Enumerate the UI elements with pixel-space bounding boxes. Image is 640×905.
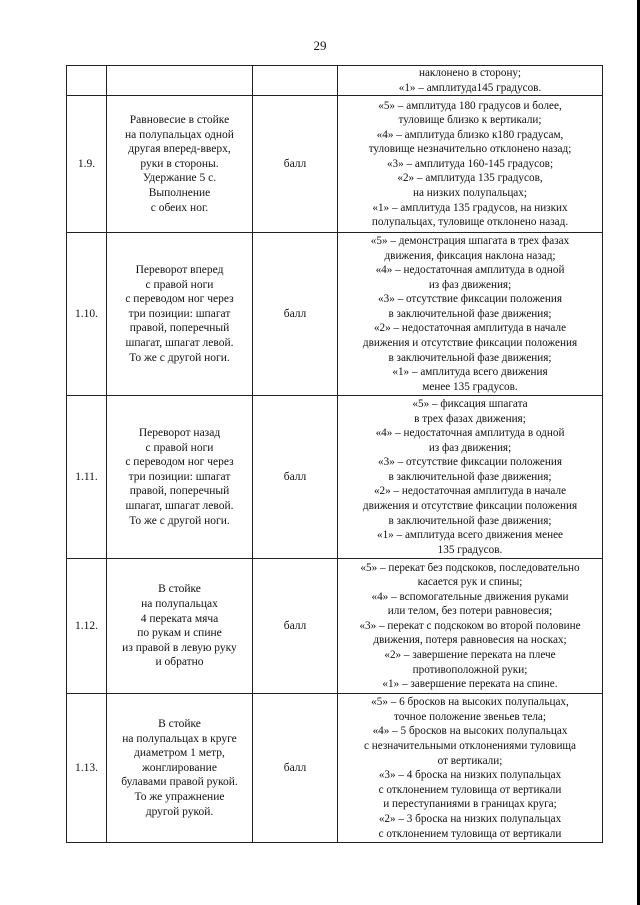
assessment-table xyxy=(66,65,603,843)
text-line: туловище близко к вертикали; xyxy=(398,114,542,127)
criteria-cell xyxy=(338,396,603,559)
text-line: 135 градусов. xyxy=(437,543,503,556)
text-line: на полупальцах одной xyxy=(125,128,234,141)
text-line: Равновесие в стойке xyxy=(129,114,230,127)
unit-cell: балл xyxy=(253,694,338,843)
text-line: в заключительной фазе движения; xyxy=(388,351,552,364)
exercise-description-cell xyxy=(107,559,253,694)
text-line: Выполнение xyxy=(148,187,211,200)
text-line: точное положение звеньев тела; xyxy=(393,710,546,723)
criteria-cell xyxy=(338,233,603,396)
text-line: на низких полупальцах; xyxy=(413,187,527,200)
text-line: три позиции: шпагат xyxy=(128,307,231,320)
text-line: с отклонением туловища от вертикали xyxy=(378,827,562,840)
text-line: от вертикали; xyxy=(437,754,503,767)
text-line: Переворот вперед xyxy=(135,264,224,277)
criteria-cell xyxy=(338,559,603,694)
text-line: туловище незначительно отклонено назад; xyxy=(368,143,572,156)
table-row xyxy=(67,559,603,694)
text-line: в заключительной фазе движения; xyxy=(388,514,552,527)
text-line: «5» – перекат без подскоков, последовательно xyxy=(360,561,580,574)
text-line: То же с другой ноги. xyxy=(129,514,230,527)
text-line: касается рук и спины; xyxy=(417,576,523,589)
text-line: с незначительными отклонениями туловища xyxy=(363,740,577,752)
text-line: шпагат, шпагат левой. xyxy=(125,337,234,350)
exercise-description-cell xyxy=(107,66,253,96)
exercise-number-cell: 1.9. xyxy=(67,96,107,233)
text-line: движения, потеря равновесия на носках; xyxy=(373,634,567,647)
exercise-number-cell: 1.13. xyxy=(67,694,107,843)
text-line: Удержание 5 с. xyxy=(142,172,217,185)
text-line: «4» – вспомогательные движения руками xyxy=(371,590,569,603)
text-line: «2» – недостаточная амплитуда в начале xyxy=(373,322,567,335)
text-line: движения, фиксация наклона назад; xyxy=(384,249,556,262)
text-line: «1» – завершение переката на спине. xyxy=(382,678,558,691)
text-line: на полупальцах в круге xyxy=(122,732,237,745)
text-line: и обратно xyxy=(155,656,204,669)
text-line: противоположной руки; xyxy=(412,663,528,676)
text-line: три позиции: шпагат xyxy=(128,470,231,483)
unit-cell xyxy=(253,66,338,96)
text-line: То же с другой ноги. xyxy=(129,351,230,364)
exercise-description-cell xyxy=(107,396,253,559)
text-line: с переводом ног через xyxy=(125,293,234,306)
text-line: по рукам и спине xyxy=(137,627,222,640)
text-line: наклонено в сторону; xyxy=(418,67,521,79)
text-line: из фаз движения; xyxy=(428,278,512,291)
text-line: «2» – завершение переката на плече xyxy=(384,649,556,662)
text-line: полупальцах, туловище отклонено назад. xyxy=(371,216,569,229)
text-line: «1» – амплитуда145 градусов. xyxy=(398,81,542,94)
text-line: «1» – амплитуда всего движения xyxy=(392,366,548,379)
text-line: «4» – амплитуда близко к180 градусам, xyxy=(376,128,564,141)
text-line: «2» – недостаточная амплитуда в начале xyxy=(373,485,567,498)
text-line: «3» – перекат с подскоком во второй половине xyxy=(359,619,581,632)
text-line: «5» – демонстрация шпагата в трех фазах xyxy=(370,234,570,247)
unit-cell: балл xyxy=(253,559,338,694)
exercise-number-cell: 1.11. xyxy=(67,396,107,559)
text-line: «3» – 4 броска на низких полупальцах xyxy=(378,769,562,782)
text-line: из фаз движения; xyxy=(428,441,512,454)
text-line: «5» – 6 бросков на высоких полупальцах, xyxy=(371,696,569,709)
criteria-cell xyxy=(338,66,603,96)
text-line: жонглирование xyxy=(142,761,217,774)
text-line: «3» – отсутствие фиксации положения xyxy=(378,456,562,469)
text-line: руки в стороны. xyxy=(140,157,219,170)
criteria-cell xyxy=(338,694,603,843)
text-line: другой рукой. xyxy=(145,805,214,818)
text-line: в заключительной фазе движения; xyxy=(388,470,552,483)
text-line: с обеих ног. xyxy=(150,201,209,214)
table-row xyxy=(67,96,603,233)
text-line: булавами правой рукой. xyxy=(121,776,238,789)
text-line: «3» – отсутствие фиксации положения xyxy=(378,293,562,306)
text-line: в трех фазах движения; xyxy=(414,412,526,425)
unit-cell: балл xyxy=(253,96,338,233)
text-line: «1» – амплитуда 135 градусов, на низких xyxy=(372,201,568,214)
text-line: с правой ноги xyxy=(145,441,214,454)
exercise-description-cell xyxy=(107,96,253,233)
text-line: или телом, без потери равновесия; xyxy=(387,605,553,618)
table-row xyxy=(67,233,603,396)
criteria-cell xyxy=(338,96,603,233)
text-line: «5» – амплитуда 180 градусов и более, xyxy=(378,99,562,112)
page-number: 29 xyxy=(313,38,327,53)
text-line: движения и отсутствие фиксации положения xyxy=(362,500,578,513)
text-line: правой, поперечный xyxy=(129,485,230,498)
text-line: «4» – недостаточная амплитуда в одной xyxy=(375,427,565,440)
exercise-number-cell: 1.10. xyxy=(67,233,107,396)
text-line: диаметром 1 метр, xyxy=(134,747,225,760)
table-row xyxy=(67,396,603,559)
text-line: «2» – амплитуда 135 градусов, xyxy=(397,172,543,185)
table-row xyxy=(67,66,603,96)
text-line: В стойке xyxy=(158,718,201,731)
text-line: То же упражнение xyxy=(134,791,225,804)
text-line: Переворот назад xyxy=(138,427,221,440)
text-line: в заключительной фазе движения; xyxy=(388,307,552,320)
exercise-description-cell xyxy=(107,694,253,843)
text-line: шпагат, шпагат левой. xyxy=(125,500,234,513)
text-line: менее 135 градусов. xyxy=(422,380,518,393)
text-line: В стойке xyxy=(158,583,201,596)
text-line: «1» – амплитуда всего движения менее xyxy=(376,529,564,542)
exercise-number-cell xyxy=(67,66,107,96)
text-line: «3» – амплитуда 160-145 градусов; xyxy=(386,157,554,170)
text-line: с отклонением туловища от вертикали xyxy=(378,783,562,796)
exercise-number-cell: 1.12. xyxy=(67,559,107,694)
unit-cell: балл xyxy=(253,233,338,396)
unit-cell: балл xyxy=(253,396,338,559)
text-line: из правой в левую руку xyxy=(122,641,237,654)
text-line: на полупальцах xyxy=(141,598,218,610)
text-line: другая вперед-вверх, xyxy=(128,143,231,156)
text-line: «5» – фиксация шпагата xyxy=(412,397,528,410)
exercise-description-cell xyxy=(107,233,253,396)
text-line: с правой ноги xyxy=(145,278,214,291)
text-line: 4 переката мяча xyxy=(140,612,219,625)
assessment-table-body xyxy=(67,66,603,843)
text-line: и переступаниями в границах круга; xyxy=(383,798,557,811)
table-row xyxy=(67,694,603,843)
text-line: «4» – 5 бросков на высоких полупальцах xyxy=(372,725,568,738)
text-line: «2» – 3 броска на низких полупальцах xyxy=(378,812,562,825)
text-line: движения и отсутствие фиксации положения xyxy=(362,337,578,350)
text-line: правой, поперечный xyxy=(129,322,230,335)
text-line: «4» – недостаточная амплитуда в одной xyxy=(375,264,565,277)
text-line: с переводом ног через xyxy=(125,456,234,469)
